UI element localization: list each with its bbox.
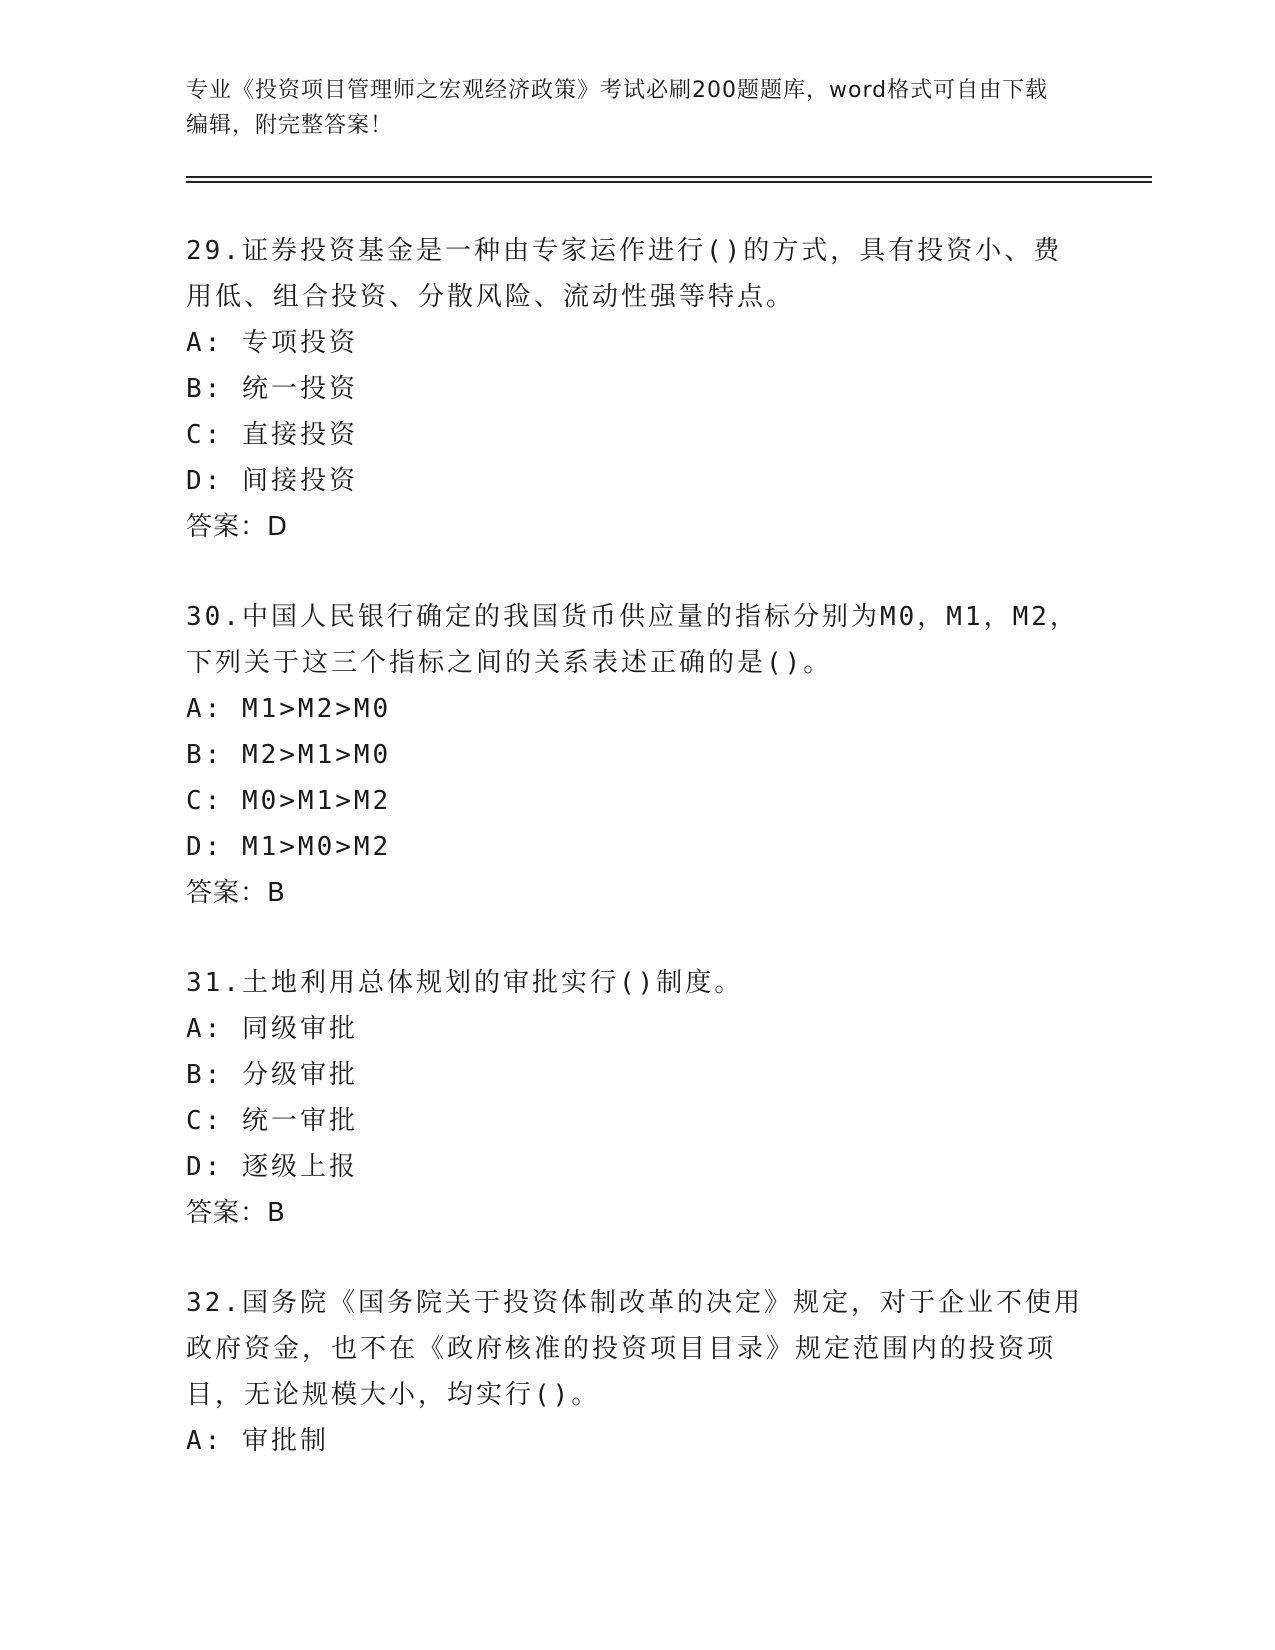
option-a: A: M1>M2>M0 [186,694,392,724]
document-intro: 专业《投资项目管理师之宏观经济政策》考试必刷200题题库，word格式可自由下载编辑，附完整答案！ [186,78,1049,138]
option-b: B: 统一投资 [186,374,358,404]
answer: 答案：B [186,1198,286,1228]
question-32 [186,1280,1086,1464]
header-divider-bottom [186,181,1152,183]
question-stem: 31.土地利用总体规划的审批实行()制度。 [186,968,744,998]
question-stem: 29.证券投资基金是一种由专家运作进行()的方式，具有投资小、费用低、组合投资、分散风险、流动性强等特点。 [186,236,1063,312]
option-d: D: 逐级上报 [186,1152,358,1182]
question-31 [186,960,1086,1236]
option-a: A: 专项投资 [186,328,358,358]
header-divider-top [186,176,1152,178]
option-c: C: 统一审批 [186,1106,358,1136]
option-b: B: 分级审批 [186,1060,358,1090]
answer: 答案：D [186,512,289,542]
question-30 [186,594,1086,916]
option-c: C: M0>M1>M2 [186,786,392,816]
option-a: A: 审批制 [186,1426,329,1456]
question-29 [186,228,1086,550]
option-b: B: M2>M1>M0 [186,740,392,770]
question-stem: 32.国务院《国务院关于投资体制改革的决定》规定，对于企业不使用政府资金，也不在《政府核准的投资项目目录》规定范围内的投资项目，无论规模大小，均实行()。 [186,1288,1083,1410]
answer: 答案：B [186,878,286,908]
option-d: D: 间接投资 [186,466,358,496]
option-a: A: 同级审批 [186,1014,358,1044]
question-stem: 30.中国人民银行确定的我国货币供应量的指标分别为M0，M1，M2，下列关于这三个指标之间的关系表述正确的是()。 [186,602,1079,678]
option-c: C: 直接投资 [186,420,358,450]
option-d: D: M1>M0>M2 [186,832,392,862]
question-list [186,228,1086,1508]
